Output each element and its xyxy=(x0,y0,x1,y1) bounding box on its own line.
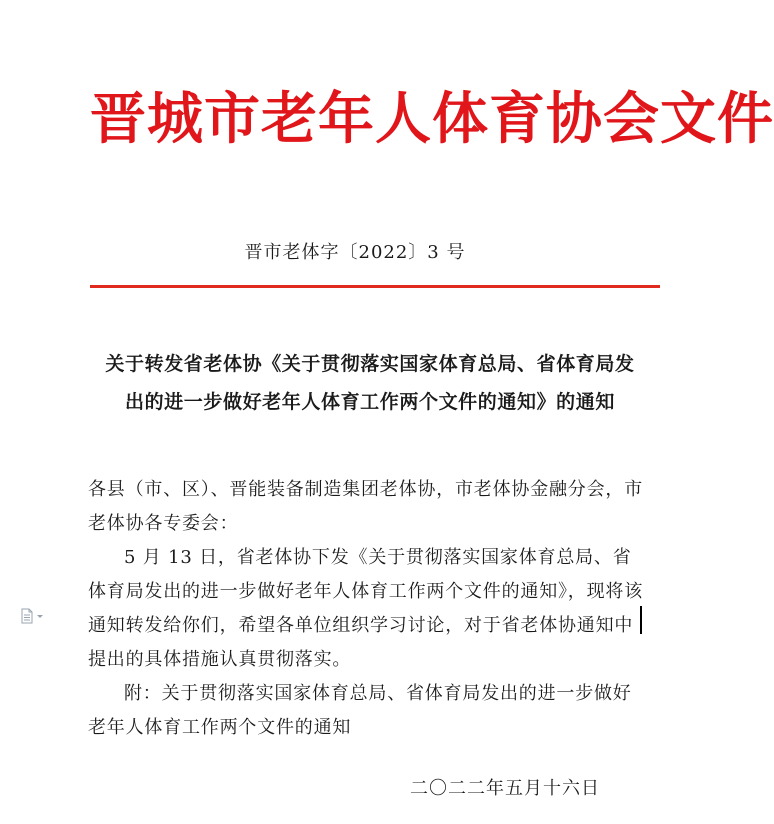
notice-title-line-1: 关于转发省老体协《关于贯彻落实国家体育总局、省体育局发 xyxy=(105,353,635,375)
notice-title-line-2: 出的进一步做好老年人体育工作两个文件的通知》的通知 xyxy=(124,391,615,413)
notice-title xyxy=(80,345,660,421)
salutation: 各县（市、区）、晋能装备制造集团老体协，市老体协金融分会，市老体协各专委会： xyxy=(88,479,643,534)
document-number: 晋市老体字〔2022〕3 号 xyxy=(244,242,466,263)
attachment-note: 附：关于贯彻落实国家体育总局、省体育局发出的进一步做好老年人体育工作两个文件的通知 xyxy=(88,683,632,738)
paste-options-icon[interactable] xyxy=(20,608,46,624)
red-divider-rule xyxy=(90,285,660,288)
document-header-title: 晋城市老年人体育协会文件 xyxy=(90,86,774,152)
text-cursor xyxy=(640,606,642,634)
document-body xyxy=(88,473,648,745)
document-date: 二〇二二年五月十六日 xyxy=(410,778,600,799)
body-paragraph: 5 月 13 日，省老体协下发《关于贯彻落实国家体育总局、省体育局发出的进一步做好老年人体育工作两个文件的通知》，现将该通知转发给你们，希望各单位组织学习讨论，对于省老体协通知中提出的具体措施认真贯彻落实。 xyxy=(88,547,643,670)
